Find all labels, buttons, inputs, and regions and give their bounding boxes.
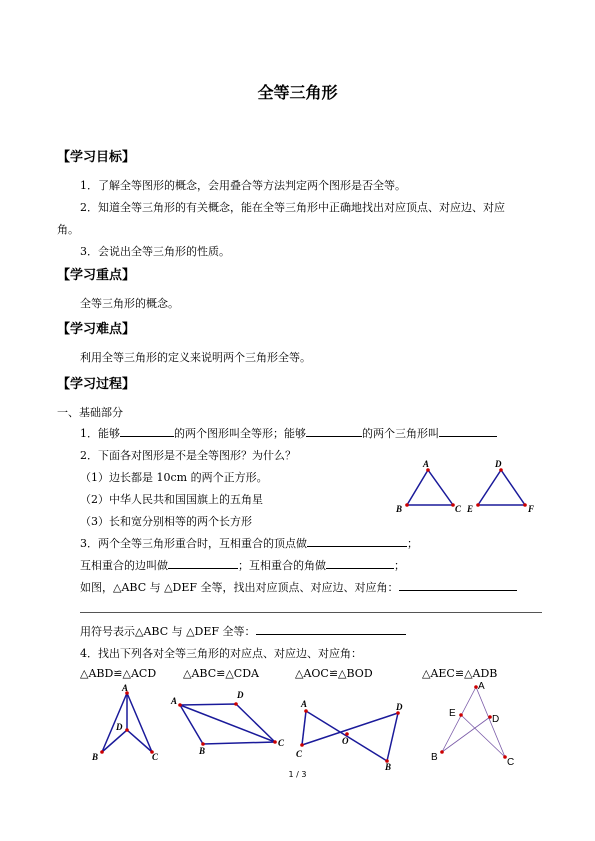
- label-b: B: [431, 752, 438, 763]
- page-number: 1 / 3: [288, 770, 307, 779]
- label-c: C: [152, 752, 159, 762]
- label-a: A: [301, 699, 308, 709]
- label-e: E: [449, 708, 456, 719]
- part-1-heading: 一、基础部分: [57, 406, 123, 419]
- q3c-text: 如图，△ABC 与 △DEF 全等，找出对应顶点、对应边、对应角：: [80, 581, 399, 594]
- label-c: C: [507, 757, 515, 768]
- question-2: 2．下面各对图形是不是全等图形？为什么？: [80, 449, 296, 462]
- q4-item-1: △ABD≌△ACD: [80, 667, 157, 680]
- q3b-text-2: ；互相重合的角做: [238, 559, 326, 572]
- question-2-item-1: （1）边长都是 10cm 的两个正方形。: [80, 471, 268, 484]
- section-difficulty: 【学习难点】: [57, 322, 136, 337]
- section-key: 【学习重点】: [57, 268, 136, 283]
- label-a: A: [423, 459, 430, 469]
- goal-3: 3．会说出全等三角形的性质。: [80, 245, 230, 258]
- label-f: F: [528, 504, 535, 514]
- question-2-item-2: （2）中华人民共和国国旗上的五角星: [80, 493, 263, 506]
- figure-aoc-bod: [296, 699, 403, 772]
- q3b-text-1: 互相重合的边叫做: [80, 559, 168, 572]
- label-c: C: [455, 504, 462, 514]
- q1-text-b: 的两个图形叫全等形；能够: [174, 427, 306, 440]
- goal-2-cont: 角。: [57, 223, 79, 236]
- label-d: D: [237, 690, 244, 700]
- label-d: D: [492, 714, 500, 725]
- page-title: 全等三角形: [257, 83, 338, 102]
- goal-1: 1．了解全等图形的概念，会用叠合等方法判定两个图形是否全等。: [80, 179, 406, 192]
- figure-abc-cda: [170, 690, 285, 756]
- section-process: 【学习过程】: [57, 377, 136, 392]
- label-a: A: [122, 683, 129, 693]
- q3a-text: 3．两个全等三角形重合时，互相重合的顶点做: [80, 537, 307, 550]
- q3b-end: ；: [394, 559, 405, 572]
- label-o: O: [342, 736, 349, 746]
- q3a-end: ；: [407, 537, 418, 550]
- label-e: E: [467, 504, 474, 514]
- label-b: B: [385, 762, 392, 772]
- label-b: B: [92, 752, 99, 762]
- difficulty-text: 利用全等三角形的定义来说明两个三角形全等。: [80, 351, 311, 364]
- label-c: C: [278, 738, 285, 748]
- label-a: A: [171, 696, 178, 706]
- figure-aec-adb: [431, 681, 514, 768]
- label-d: D: [396, 702, 403, 712]
- question-2-item-3: （3）长和宽分别相等的两个长方形: [80, 515, 252, 528]
- q4-item-3: △AOC≌△BOD: [295, 667, 373, 680]
- q4-item-4: △AEC≌△ADB: [422, 667, 498, 680]
- goal-2: 2．知道全等三角形的有关概念，能在全等三角形中正确地找出对应顶点、对应边、对应: [80, 201, 505, 214]
- q4-item-2: △ABC≌△CDA: [183, 667, 259, 680]
- label-b: B: [199, 746, 206, 756]
- q1-text-c: 的两个三角形叫: [362, 427, 439, 440]
- label-d: D: [116, 722, 123, 732]
- label-c: C: [296, 749, 303, 759]
- question-4: 4．找出下列各对全等三角形的对应点、对应边、对应角：: [80, 647, 362, 660]
- section-goals: 【学习目标】: [57, 150, 136, 165]
- q3d-text: 用符号表示△ABC 与 △DEF 全等：: [80, 625, 256, 638]
- label-b: B: [396, 504, 403, 514]
- label-d: D: [495, 459, 502, 469]
- key-text: 全等三角形的概念。: [80, 297, 179, 310]
- label-a: A: [478, 681, 485, 692]
- q1-text-a: 1．能够: [80, 427, 120, 440]
- figure-abd-acd: [91, 683, 159, 762]
